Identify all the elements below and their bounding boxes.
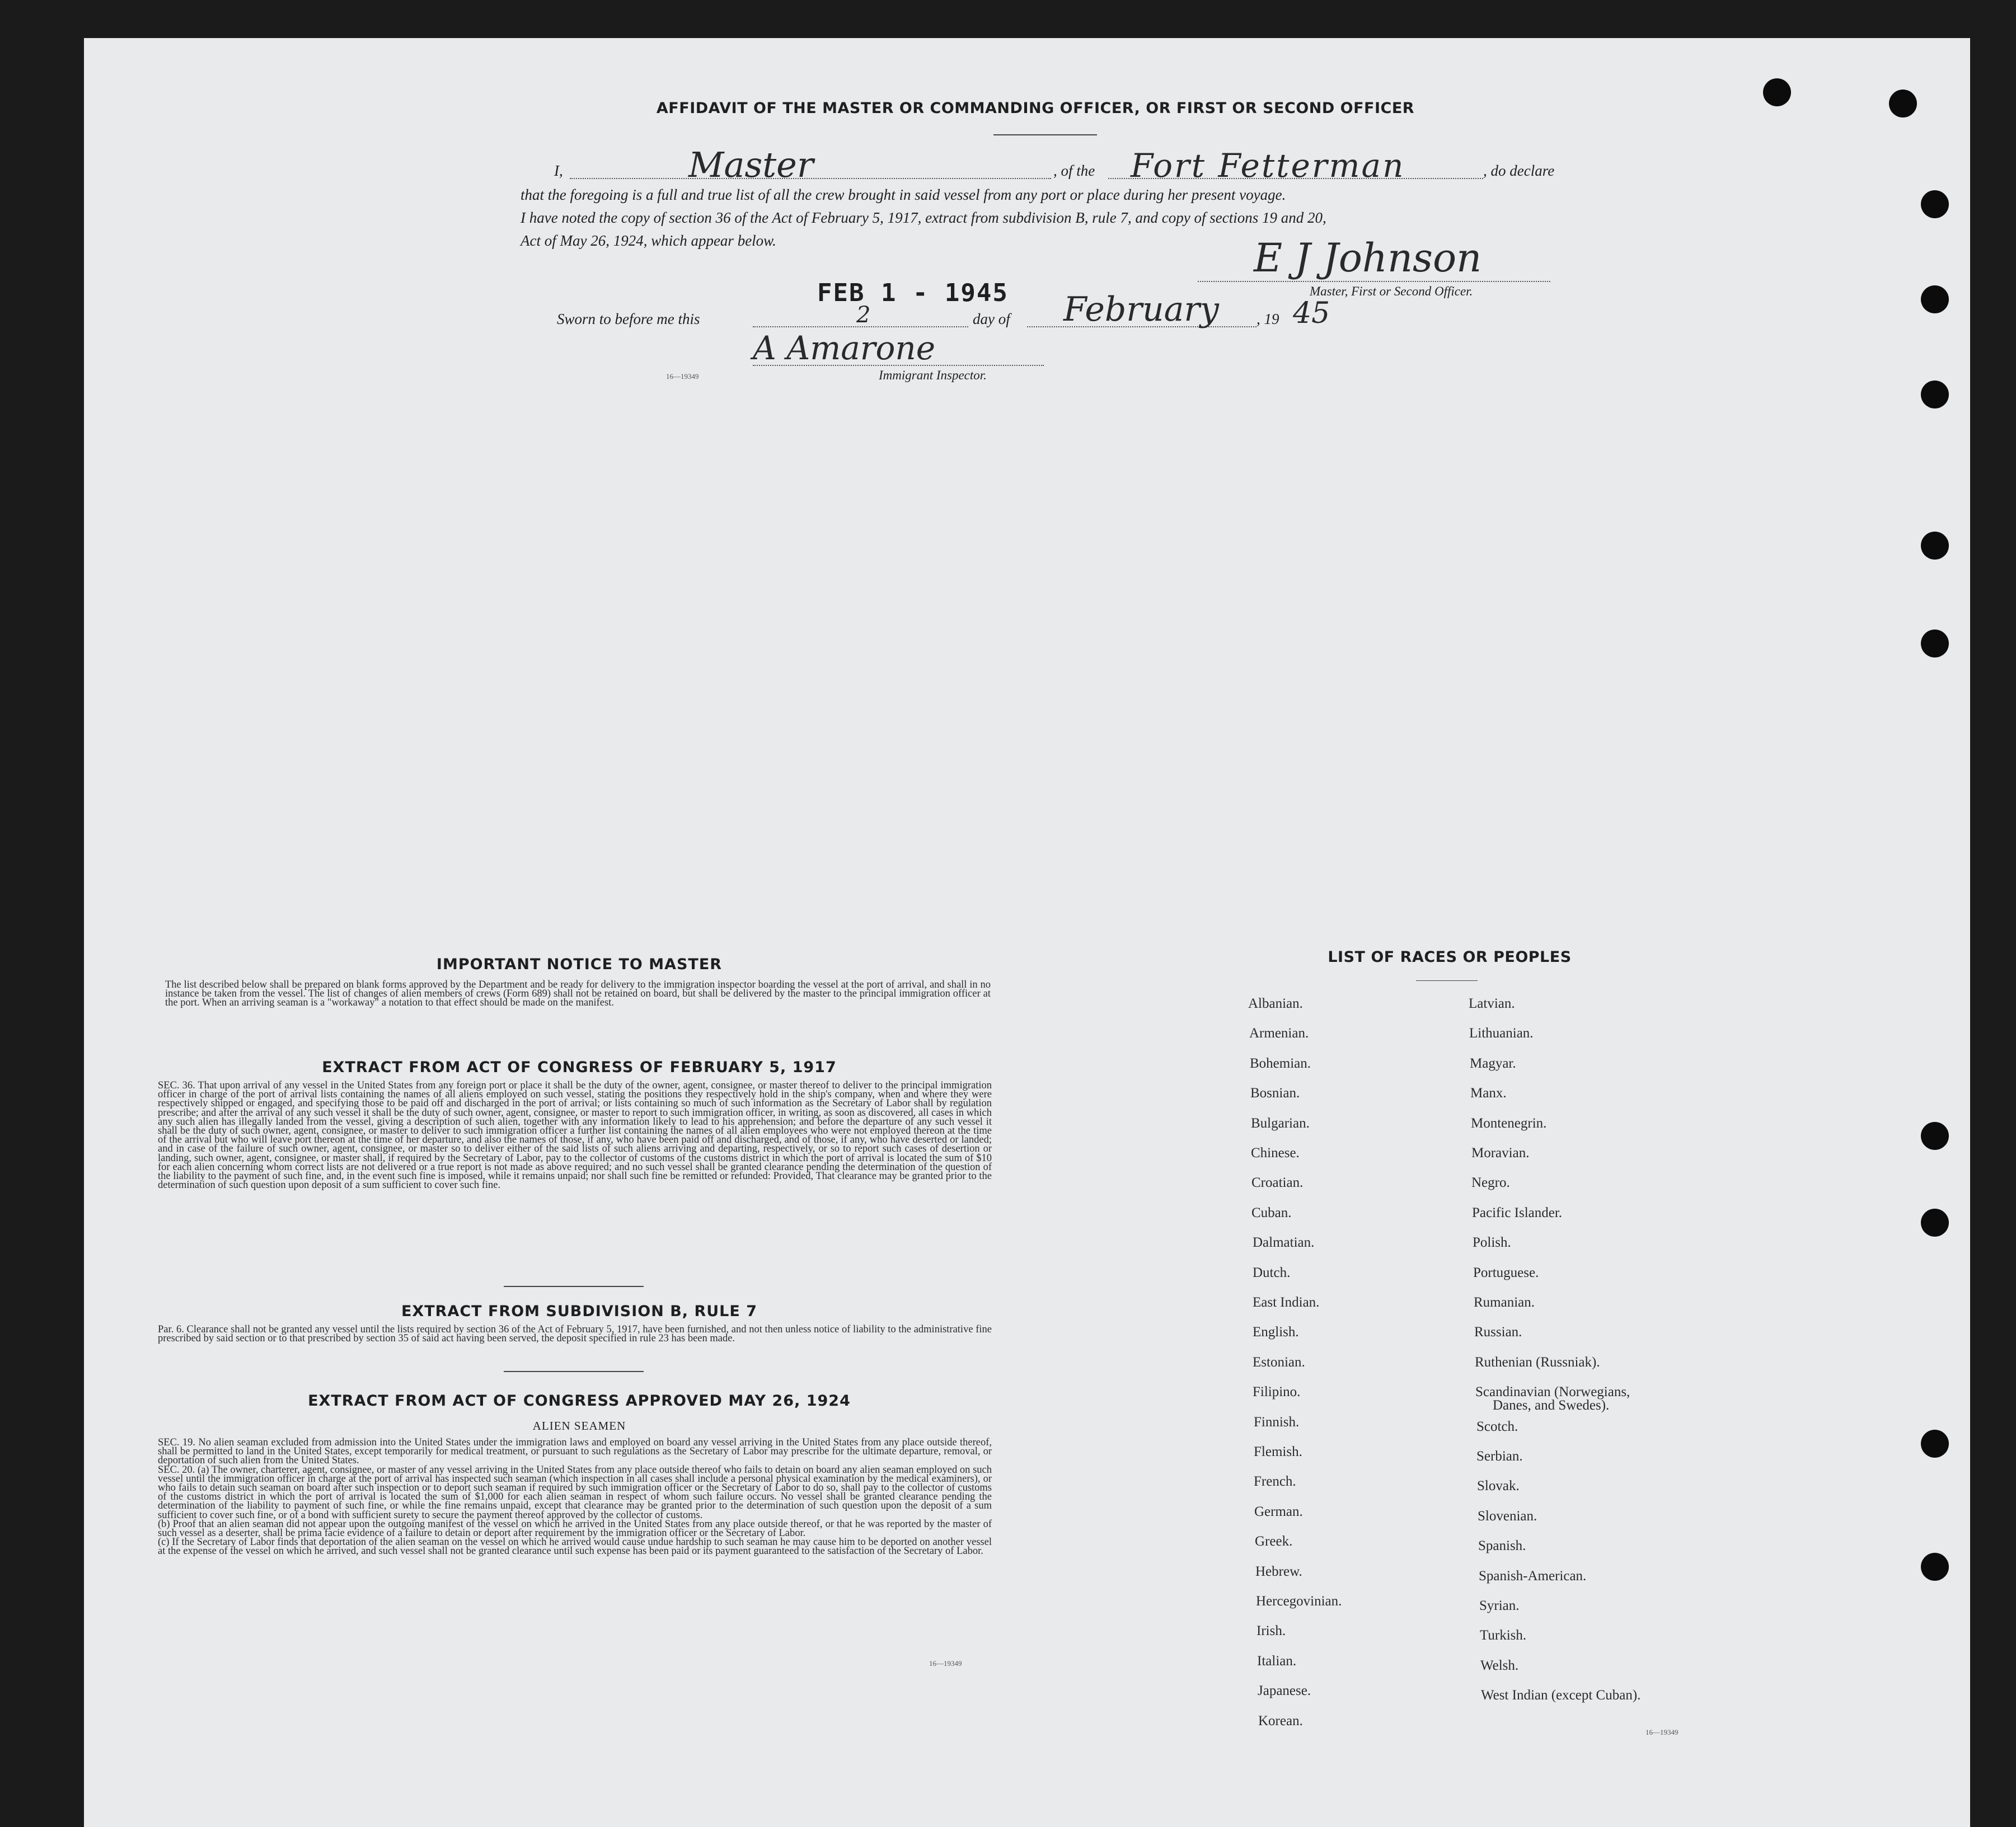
punch-hole	[1763, 78, 1791, 106]
race-item: Scandinavian (Norwegians,	[1475, 1384, 1630, 1400]
punch-hole	[1921, 381, 1949, 408]
race-item: Korean.	[1258, 1713, 1303, 1729]
race-item: Filipino.	[1253, 1384, 1301, 1400]
punch-hole	[1921, 1209, 1949, 1237]
race-item: Dutch.	[1253, 1265, 1291, 1280]
race-item: Welsh.	[1480, 1657, 1519, 1673]
punch-hole	[1921, 1430, 1949, 1458]
of-the-label: , of the	[1053, 162, 1095, 179]
punch-hole	[1921, 1122, 1949, 1150]
race-item: Cuban.	[1251, 1205, 1292, 1220]
extract-1917-title: EXTRACT FROM ACT OF CONGRESS OF FEBRUARY 5, 1917	[322, 1059, 837, 1076]
divider	[504, 1286, 644, 1287]
race-item: Moravian.	[1471, 1145, 1530, 1161]
race-item: Croatian.	[1251, 1175, 1304, 1191]
race-item: Bulgarian.	[1251, 1115, 1310, 1131]
race-item: Armenian.	[1249, 1026, 1309, 1041]
year-handwriting: 45	[1293, 297, 1330, 330]
rank-handwriting: Master	[688, 144, 814, 185]
day-handwriting: 2	[856, 302, 871, 328]
form-number: 16—19349	[929, 1659, 962, 1668]
subdivision-text: Par. 6. Clearance shall not be granted any vessel until the lists required by section 36 of the Act of February 5, 1917, have been furnished, and not then unless notice of liability to the administrative fine prescribed by said section or to that prescribed by section 35 of said act having been served, the deposit specified in rule 23 has been made.	[158, 1324, 992, 1345]
race-item: Rumanian.	[1474, 1295, 1535, 1310]
race-item: Slovak.	[1477, 1478, 1520, 1494]
inspector-caption: Immigrant Inspector.	[879, 368, 987, 382]
subdivision-title: EXTRACT FROM SUBDIVISION B, RULE 7	[401, 1303, 758, 1320]
race-item: Japanese.	[1258, 1683, 1311, 1699]
date-stamp: FEB 1 - 1945	[817, 279, 1009, 307]
document-page	[84, 38, 1970, 1827]
extract-1924-title: EXTRACT FROM ACT OF CONGRESS APPROVED MAY 26, 1924	[308, 1392, 851, 1410]
race-item: German.	[1254, 1504, 1303, 1519]
race-item: East Indian.	[1253, 1295, 1320, 1310]
notice-text: The list described below shall be prepared on blank forms approved by the Department and be ready for delivery to the immigration inspector boarding the vessel at the port of arrival, and shall in no instance be taken from the vessel. The list of changes of alien members of crews (Form 689) shall not be retained on board, but shall be delivered by the master to the principal immigration officer at the port. When an arriving seaman is a "workaway" a notation to that effect should be made on the manifest.	[165, 979, 991, 1009]
declare-i-label: I,	[554, 162, 563, 179]
races-title: LIST OF RACES OR PEOPLES	[1328, 948, 1572, 966]
race-item: Pacific Islander.	[1472, 1205, 1563, 1220]
race-item: Hercegovinian.	[1256, 1594, 1342, 1609]
race-item: Danes, and Swedes).	[1493, 1398, 1610, 1413]
race-item: Serbian.	[1476, 1449, 1523, 1464]
do-declare-label: , do declare	[1483, 162, 1555, 179]
race-item: Flemish.	[1254, 1444, 1302, 1459]
affidavit-title: AFFIDAVIT OF THE MASTER OR COMMANDING OFFICER, OR FIRST OR SECOND OFFICER	[656, 100, 1415, 117]
race-item: Bohemian.	[1250, 1055, 1311, 1071]
declaration-line-2: that the foregoing is a full and true list of all the crew brought in said vessel from any port or place during her present voyage.	[521, 186, 1286, 203]
race-item: Spanish.	[1478, 1538, 1526, 1554]
punch-hole	[1921, 285, 1949, 313]
declaration-line-4: Act of May 26, 1924, which appear below.	[521, 232, 776, 249]
punch-hole	[1921, 532, 1949, 560]
vessel-handwriting: Fort Fetterman	[1131, 147, 1405, 185]
sworn-label: Sworn to before me this	[557, 311, 700, 327]
extract-1924-text: SEC. 19. No alien seaman excluded from admission into the United States under the immigration laws and employed on board any vessel arriving in the United States from any place outside thereof, shall be permitted to land in the United States, except temporarily for medical treatment, or pursuant to such regulations as the Secretary of Labor may prescribe for the ultimate departure, removal, or deportation of such alien from the United States. SEC. 20. (a) The owner, charterer, agent, consignee, or master of any vessel arriving in the United States from any place outside thereof who fails to detain on board any alien seaman employed on such vessel until the immigration officer in charge at the port of arrival has inspected such seaman (which inspection in all cases shall include a personal physical examination by the medical examiners), or who fails to detain such seaman on board after such inspection or to deport such seaman if required by such immigration officer or the Secretary of Labor to do so, shall pay to the collector of customs of the customs district in which the port of arrival is located the sum of $1,000 for each alien seaman in respect of whom such failure occurs. No vessel shall be granted clearance pending the determination of the liability to payment of such fine, or while the fine remains unpaid, except that clearance may be granted prior to the determination of such question upon the deposit of a sum sufficient to cover such fine, or of a bond with sufficient surety to secure the payment thereof approved by the collector of customs. (b) Proof that an alien seaman did not appear upon the outgoing manifest of the vessel on which he arrived in the United States from any place outside thereof, or that he was reported by the master of such vessel as a deserter, shall be prima facie evidence of a failure to detain or deport after requirement by the immigration officer or the Secretary of Labor. (c) If the Secretary of Labor finds that deportation of the alien seaman on the vessel on which he arrived would cause undue hardship to such seaman he may cause him to be deported on another vessel at the expense of the vessel on which he arrived, and such vessel shall not be granted clearance until such expense has been paid or its payment guaranteed to the satisfaction of the Secretary of Labor.	[158, 1437, 992, 1557]
divider	[1416, 980, 1478, 981]
race-item: Polish.	[1473, 1235, 1511, 1251]
race-item: Chinese.	[1251, 1145, 1300, 1161]
race-item: West Indian (except Cuban).	[1481, 1688, 1641, 1703]
race-item: Latvian.	[1469, 996, 1515, 1011]
signature-caption: Master, First or Second Officer.	[1310, 284, 1473, 298]
form-number: 16—19349	[666, 372, 699, 381]
inspector-signature: A Amarone	[753, 329, 936, 367]
race-item: Spanish-American.	[1479, 1568, 1587, 1584]
extract-1917-text: SEC. 36. That upon arrival of any vessel in the United States from any foreign port or place it shall be the duty of the owner, agent, consignee, or master thereof to deliver to the principal immigration officer in charge of the port of arrival lists containing the names of all aliens employed on such vessel, stating the positions they respectively hold in the ship's company, when and where they were respectively shipped or engaged, and specifying those to be paid off and discharged in the port of arrival; or lists containing so much of such information as the Secretary of Labor shall by regulation prescribe; and after the arrival of any such vessel it shall be the duty of such owner, agent, consignee, or master to report to such immigration officer, in writing, as soon as discovered, all cases in which any such alien has illegally landed from the vessel, giving a description of such alien, together with any information likely to lead to his apprehension; and before the departure of any such vessel it shall be the duty of such owner, agent, consignee, or master to deliver to such immigration officer a further list containing the names of all alien employees who were not employed thereon at the time of the arrival but who will leave port thereon at the time of her departure, and also the names of those, if any, who have been paid off and discharged, and of those, if any, who have deserted or landed; and in case of the failure of such owner, agent, consignee, or master so to deliver either of the said lists of such aliens arriving and departing, respectively, or so to report such cases of desertion or landing, such owner, agent, consignee, or master shall, if required by the Secretary of Labor, pay to the collector of customs of the customs district in which the port of arrival is located the sum of $10 for each alien concerning whom correct lists are not delivered or a true report is not made as above required; and no such vessel shall be granted clearance pending the determination of the question of the liability to the payment of such fine, and, in the event such fine is imposed, while it remains unpaid; nor shall such fine be remitted or refunded: Provided, That clearance may be granted prior to the determination of such question upon deposit of a sum sufficient to cover such fine.	[158, 1080, 992, 1191]
race-item: Magyar.	[1470, 1055, 1516, 1071]
race-item: Scotch.	[1476, 1419, 1518, 1434]
race-item: Bosnian.	[1250, 1086, 1300, 1101]
punch-hole	[1921, 190, 1949, 218]
race-item: Syrian.	[1479, 1598, 1520, 1613]
race-item: Russian.	[1474, 1325, 1522, 1340]
officer-signature: E J Johnson	[1254, 235, 1482, 281]
race-item: Estonian.	[1253, 1354, 1305, 1370]
punch-hole	[1921, 630, 1949, 657]
race-item: Finnish.	[1254, 1414, 1300, 1430]
punch-hole	[1889, 90, 1917, 118]
race-item: English.	[1253, 1325, 1299, 1340]
notice-title: IMPORTANT NOTICE TO MASTER	[436, 956, 723, 973]
extract-1924-subtitle: ALIEN SEAMEN	[532, 1419, 626, 1433]
race-item: French.	[1254, 1474, 1296, 1490]
signature-line	[1198, 281, 1550, 282]
race-item: Turkish.	[1480, 1628, 1527, 1643]
year-prefix: , 19	[1257, 311, 1279, 327]
race-item: Irish.	[1257, 1623, 1286, 1639]
race-item: Greek.	[1255, 1534, 1293, 1549]
declaration-line-3: I have noted the copy of section 36 of the Act of February 5, 1917, extract from subdivision B, rule 7, and copy of sections 19 and 20,	[521, 209, 1326, 226]
month-handwriting: February	[1063, 290, 1219, 329]
form-number: 16—19349	[1645, 1728, 1679, 1736]
race-item: Portuguese.	[1473, 1265, 1539, 1280]
race-item: Italian.	[1257, 1653, 1297, 1669]
punch-hole	[1921, 1553, 1949, 1581]
day-of-label: day of	[973, 311, 1010, 327]
race-item: Dalmatian.	[1253, 1235, 1315, 1251]
race-item: Hebrew.	[1255, 1563, 1302, 1579]
race-item: Albanian.	[1248, 996, 1303, 1011]
divider	[993, 134, 1097, 135]
race-item: Montenegrin.	[1471, 1115, 1547, 1131]
race-item: Manx.	[1470, 1086, 1507, 1101]
race-item: Ruthenian (Russniak).	[1475, 1354, 1600, 1370]
race-item: Slovenian.	[1478, 1508, 1537, 1524]
race-item: Negro.	[1471, 1175, 1510, 1191]
divider	[504, 1371, 644, 1372]
race-item: Lithuanian.	[1469, 1026, 1534, 1041]
inspector-line	[753, 365, 1044, 366]
